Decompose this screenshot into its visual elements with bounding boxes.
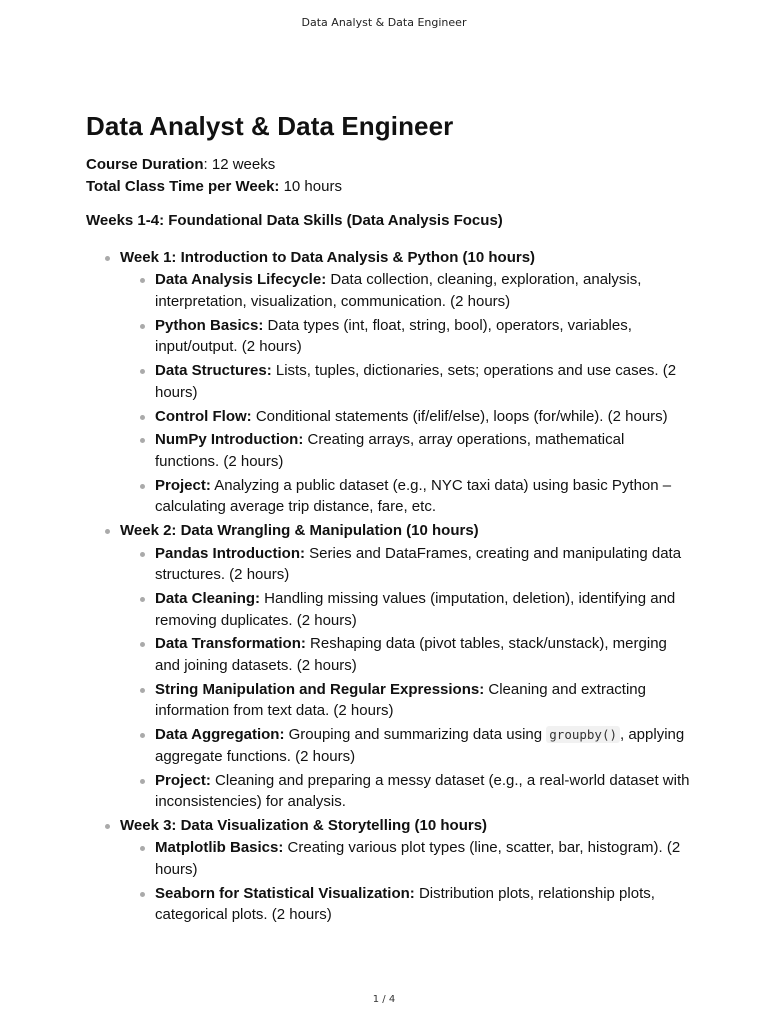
topic-item [155, 883, 691, 926]
topic-item [155, 269, 691, 312]
topic-item [155, 770, 691, 813]
topic-item [155, 679, 691, 722]
topic-label: Seaborn for Statistical Visualization: [155, 884, 415, 902]
document-body [86, 108, 691, 928]
topic-text: , applying aggregate functions. (2 hours) [155, 726, 685, 765]
topic-label: Data Transformation: [155, 635, 306, 653]
class-time [86, 176, 691, 198]
topic-label: Project: [155, 771, 211, 789]
topic-item [155, 475, 691, 518]
week-title: Week 2: Data Wrangling & Manipulation (10 hours) [120, 522, 479, 540]
topic-label: String Manipulation and Regular Expressions: [155, 680, 485, 698]
course-duration-value: : 12 weeks [203, 156, 276, 173]
topic-item [155, 588, 691, 631]
topic-item [155, 406, 691, 428]
topic-item [155, 837, 691, 880]
class-time-label: Total Class Time per Week: [86, 177, 280, 195]
page-indicator: 1 / 4 [372, 994, 396, 1005]
topic-text: Distribution plots, relationship plots, categorical plots. (2 hours) [155, 884, 655, 924]
topic-item [155, 633, 691, 676]
topic-label: Matplotlib Basics: [155, 839, 284, 857]
course-meta [86, 154, 691, 197]
topic-label: NumPy Introduction: [155, 431, 304, 449]
topic-label: Data Cleaning: [155, 590, 261, 607]
course-duration [86, 154, 691, 176]
topic-text: Cleaning and extracting information from text data. (2 hours) [155, 680, 646, 720]
topic-item [155, 429, 691, 472]
weeks-list [86, 247, 691, 926]
running-header-title: Data Analyst & Data Engineer [301, 16, 467, 29]
topic-text: Data types (int, float, string, bool), operators, variables, input/output. (2 hours) [155, 316, 632, 356]
topic-item [155, 543, 691, 586]
topic-list [120, 543, 691, 813]
topic-label: Pandas Introduction: [155, 544, 305, 562]
topic-text-before: Grouping and summarizing data using [284, 726, 547, 744]
topic-item [155, 360, 691, 403]
week-item [120, 520, 691, 813]
inline-code: groupby() [546, 726, 620, 743]
topic-text: Lists, tuples, dictionaries, sets; operations and use cases. (2 hours) [155, 362, 677, 401]
topic-text: Cleaning and preparing a messy dataset (e.g., a real-world dataset with inconsistencies) for analysis. [155, 771, 690, 811]
topic-label: Data Structures: [155, 362, 272, 380]
topic-text: Creating various plot types (line, scatter, bar, histogram). (2 hours) [155, 839, 681, 879]
week-item [120, 815, 691, 926]
document-title: Data Analyst & Data Engineer [86, 111, 454, 141]
topic-list [120, 837, 691, 926]
topic-label: Python Basics: [155, 316, 264, 334]
week-item [120, 247, 691, 518]
week-title: Week 3: Data Visualization & Storytelling (10 hours) [120, 816, 488, 834]
course-duration-label: Course Duration [86, 156, 204, 173]
topic-text: Creating arrays, array operations, mathematical functions. (2 hours) [155, 431, 625, 470]
topic-text: Handling missing values (imputation, deletion), identifying and removing duplicates. (2 hours) [155, 590, 676, 629]
topic-text: Series and DataFrames, creating and manipulating data structures. (2 hours) [155, 544, 682, 584]
week-title: Week 1: Introduction to Data Analysis & Python (10 hours) [120, 248, 536, 266]
topic-label: Project: [155, 476, 211, 494]
topic-text: Reshaping data (pivot tables, stack/unstack), merging and joining datasets. (2 hours) [155, 635, 667, 674]
topic-label: Data Aggregation: [155, 726, 285, 744]
topic-label: Control Flow: [155, 407, 252, 425]
topic-text: Conditional statements (if/elif/else), loops (for/while). (2 hours) [251, 407, 668, 425]
topic-text: Data collection, cleaning, exploration, analysis, interpretation, visualization, communication. (2 hours) [155, 271, 642, 310]
section-title: Weeks 1-4: Foundational Data Skills (Data Analysis Focus) [86, 212, 503, 230]
topic-text: Analyzing a public dataset (e.g., NYC taxi data) using basic Python – calculating average trip distance, fare, etc. [155, 476, 672, 516]
topic-item [155, 724, 691, 767]
class-time-value: 10 hours [279, 177, 342, 195]
topic-list [120, 269, 691, 517]
topic-item [155, 315, 691, 358]
topic-label: Data Analysis Lifecycle: [155, 271, 327, 289]
